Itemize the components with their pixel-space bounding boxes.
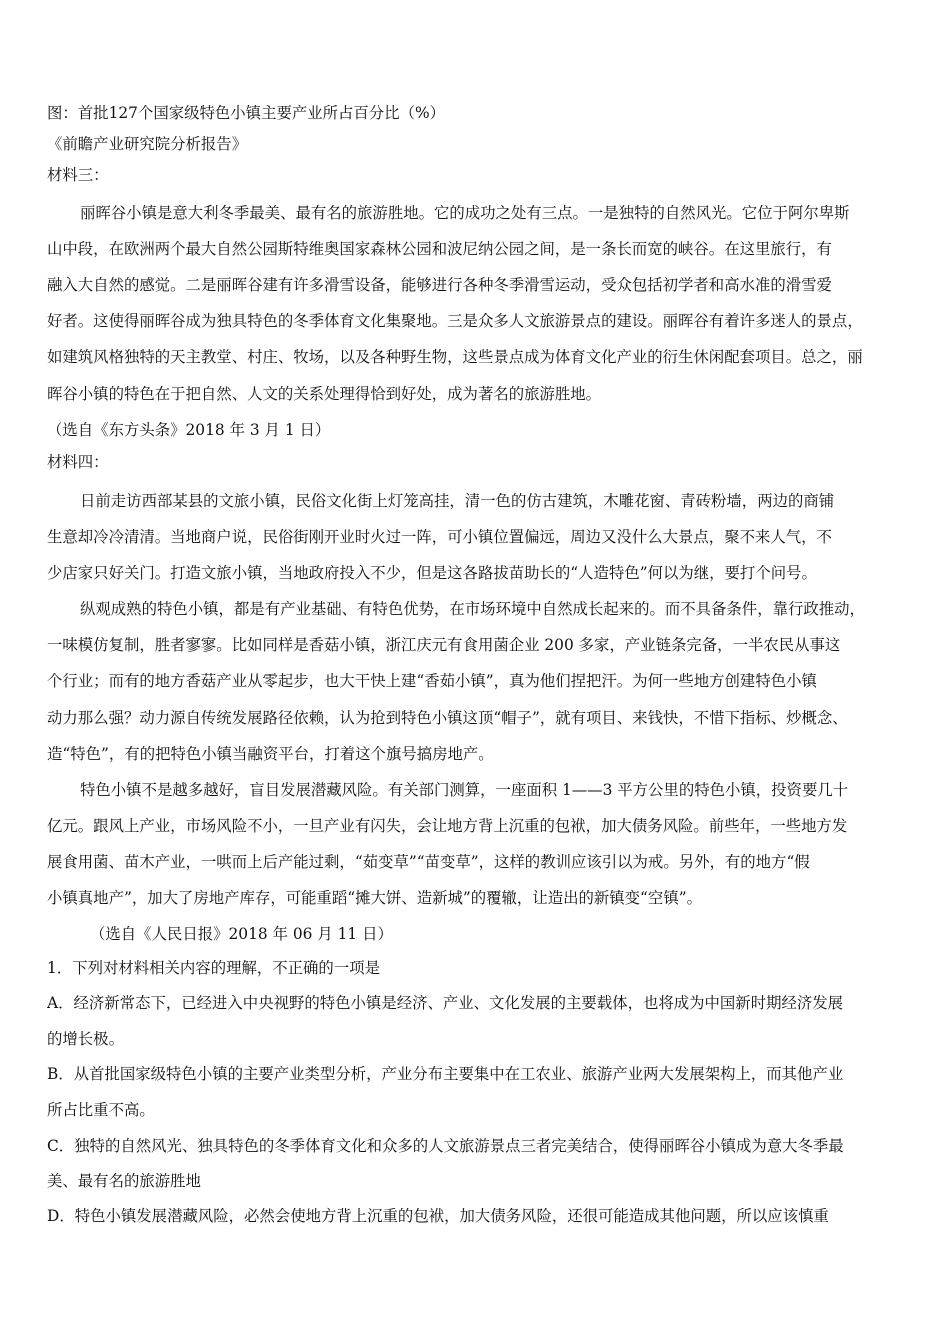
option-b-cont: 所占比重不高。	[47, 1101, 155, 1119]
question-stem: 1．下列对材料相关内容的理解，不正确的一项是	[47, 959, 380, 977]
figure-source: 《前瞻产业研究院分析报告》	[47, 135, 248, 153]
material3-line: 山中段，在欧洲两个最大自然公园斯特维奥国家森林公园和波尼纳公园之间，是一条长而宽的峡谷。在这里旅行，有	[47, 240, 832, 258]
material4-line: 一味模仿复制，胜者寥寥。比如同样是香菇小镇，浙江庆元有食用菌企业 200 多家，产业链条完备，一半农民从事这	[47, 636, 841, 654]
material4-line: 日前走访西部某县的文旅小镇，民俗文化街上灯笼高挂，清一色的仿古建筑，木雕花窗、青砖粉墙，两边的商铺	[80, 492, 835, 510]
material4-heading: 材料四：	[47, 453, 109, 471]
option-c-cont: 美、最有名的旅游胜地	[47, 1172, 201, 1190]
option-b: B．从首批国家级特色小镇的主要产业类型分析，产业分布主要集中在工农业、旅游产业两大发展架构上，而其他产业	[47, 1065, 844, 1083]
material4-line: 亿元。跟风上产业，市场风险不小，一旦产业有闪失，会让地方背上沉重的包袱，加大债务风险。前些年，一些地方发	[47, 817, 848, 835]
option-c: C．独特的自然风光、独具特色的冬季体育文化和众多的人文旅游景点三者完美结合，使得丽晖谷小镇成为意大冬季最	[47, 1137, 844, 1155]
material4-line: 小镇真地产”，加大了房地产库存，可能重蹈“摊大饼、造新城”的覆辙，让造出的新镇变“空镇”。	[47, 889, 702, 907]
material4-line: 少店家只好关门。打造文旅小镇，当地政府投入不少，但是这各路拔苗助长的“人造特色”何以为继，要打个问号。	[47, 564, 817, 582]
material3-line: 融入大自然的感觉。二是丽晖谷建有许多滑雪设备，能够进行各种冬季滑雪运动，受众包括初学者和高水准的滑雪爱	[47, 276, 832, 294]
figure-caption: 图：首批127个国家级特色小镇主要产业所占百分比（%）	[47, 104, 445, 122]
material3-line: 晖谷小镇的特色在于把自然、人文的关系处理得恰到好处，成为著名的旅游胜地。	[47, 385, 602, 403]
option-a: A．经济新常态下，已经进入中央视野的特色小镇是经济、产业、文化发展的主要载体，也将成为中国新时期经济发展	[47, 994, 844, 1012]
option-d: D．特色小镇发展潜藏风险，必然会使地方背上沉重的包袱，加大债务风险，还很可能造成其他问题，所以应该慎重	[47, 1207, 829, 1225]
material4-line: 造“特色”，有的把特色小镇当融资平台，打着这个旗号搞房地产。	[47, 745, 494, 763]
material4-source: （选自《人民日报》2018 年 06 月 11 日）	[90, 925, 393, 943]
material4-line: 生意却冷冷清清。当地商户说，民俗街刚开业时火过一阵，可小镇位置偏远，周边又没什么大景点，聚不来人气，不	[47, 528, 832, 546]
material3-line: 丽晖谷小镇是意大利冬季最美、最有名的旅游胜地。它的成功之处有三点。一是独特的自然风光。它位于阿尔卑斯	[80, 204, 850, 222]
material4-line: 个行业；而有的地方香菇产业从零起步，也大干快上建“香茹小镇”，真为他们捏把汗。为何一些地方创建特色小镇	[47, 672, 817, 690]
material3-line: 如建筑风格独特的天主教堂、村庄、牧场，以及各种野生物，这些景点成为体育文化产业的衍生休闲配套项目。总之，丽	[47, 348, 863, 366]
material3-heading: 材料三：	[47, 166, 109, 184]
material4-line: 动力那么强？动力源自传统发展路径依赖，认为抢到特色小镇这顶“帽子”，就有项目、来钱快，不惜下指标、炒概念、	[47, 709, 848, 727]
material4-line: 纵观成熟的特色小镇，都是有产业基础、有特色优势，在市场环境中自然成长起来的。而不具备条件，靠行政推动，	[80, 600, 865, 618]
material3-line: 好者。这使得丽晖谷成为独具特色的冬季体育文化集聚地。三是众多人文旅游景点的建设。丽晖谷有着许多迷人的景点，	[47, 312, 863, 330]
material4-line: 特色小镇不是越多越好，盲目发展潜藏风险。有关部门测算，一座面积 1——3 平方公里的特色小镇，投资要几十	[80, 781, 849, 799]
material3-source: （选自《东方头条》2018 年 3 月 1 日）	[47, 421, 331, 439]
material4-line: 展食用菌、苗木产业，一哄而上后产能过剩，“茹变草”“苗变草”，这样的教训应该引以为戒。另外，有的地方“假	[47, 853, 810, 871]
option-a-cont: 的增长极。	[47, 1030, 124, 1048]
